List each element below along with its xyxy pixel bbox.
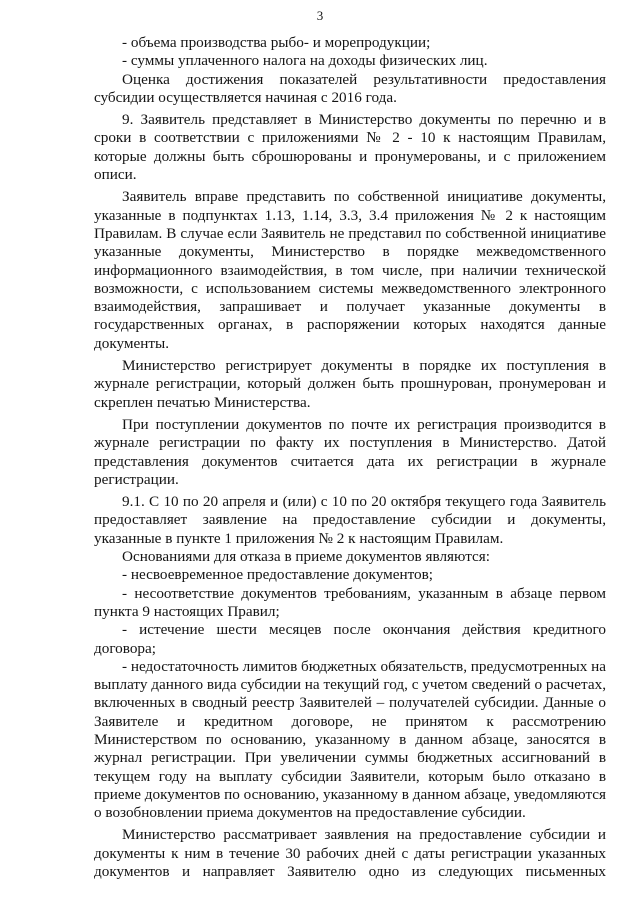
paragraph-registration-journal: Министерство регистрирует документы в порядке их поступления в журнале регистрации, который должен быть прошнурован, пронумерован и скреплен печатью Министерства. <box>94 357 606 411</box>
paragraph-list-item-fish-production: - объема производства рыбо- и морепродукции; <box>122 34 431 51</box>
document-body <box>94 34 606 881</box>
paragraph-clause-9-1: 9.1. С 10 по 20 апреля и (или) с 10 по 20 октября текущего года Заявитель предоставляет заявление на предоставление субсидии и документы, указанные в пункте 1 приложения № 2 к настоящим Правилам. <box>94 493 606 547</box>
paragraph-refusal-noncompliance: - несоответствие документов требованиям, указанным в абзаце первом пункта 9 настоящих Правил; <box>94 584 606 620</box>
paragraph-refusal-late-submission: - несвоевременное предоставление документов; <box>122 566 433 584</box>
paragraph-ministry-review: Министерство рассматривает заявления на предоставление субсидии и документы к ним в течение 30 рабочих дней с даты регистрации указанных документов и направляет Заявителю одно из следующих письменных <box>94 826 606 881</box>
paragraph-clause-9: 9. Заявитель представляет в Министерство документы по перечню и в сроки в соответствии с приложениями № 2 - 10 к настоящим Правилам, которые должны быть сброшюрованы и пронумерованы, и с приложением описи. <box>94 111 606 184</box>
paragraph-list-item-income-tax: - суммы уплаченного налога на доходы физических лиц. <box>122 52 488 70</box>
paragraph-refusal-budget-limits: - недостаточность лимитов бюджетных обязательств, предусмотренных на выплату данного вида субсидии на текущий год, с учетом сведений о расчетах, включенных в сводный реестр Заявителей – получателей субсидии. Данные о Заявителе и кредитном договоре, не принятом к рассмотрению Министерством по основанию, указанному в данном абзаце, заносятся в журнал регистрации. При увеличении суммы бюджетных ассигнований в текущем году на выплату субсидии Заявители, которым было отказано в приеме документов по основанию, указанному в данном абзаце, уведомляются о возобновлении приема документов на предоставление субсидии. <box>94 657 606 822</box>
paragraph-postal-receipt: При поступлении документов по почте их регистрация производится в журнале регистрации по факту их поступления в Министерство. Датой представления документов считается дата их регистрации в журнале регистрации. <box>94 415 606 488</box>
paragraph-refusal-six-months: - истечение шести месяцев после окончания действия кредитного договора; <box>94 621 606 657</box>
page-number: 3 <box>316 8 324 23</box>
paragraph-performance-assessment: Оценка достижения показателей результативности предоставления субсидии осуществляется начиная с 2016 года. <box>94 70 606 106</box>
paragraph-own-initiative-documents: Заявитель вправе представить по собственной инициативе документы, указанные в подпунктах 1.13, 1.14, 3.3, 3.4 приложения № 2 к настоящим Правилам. В случае если Заявитель не представил по собственной инициативе указанные документы, Министерство в порядке межведомственного информационного взаимодействия, в том числе, при наличии технической возможности, с использованием системы межведомственного электронного взаимодействия, запрашивает и получает указанные документы в государственных органах, в распоряжении которых находятся данные документы. <box>94 188 606 352</box>
paragraph-refusal-grounds-heading: Основаниями для отказа в приеме документов являются: <box>122 548 490 566</box>
